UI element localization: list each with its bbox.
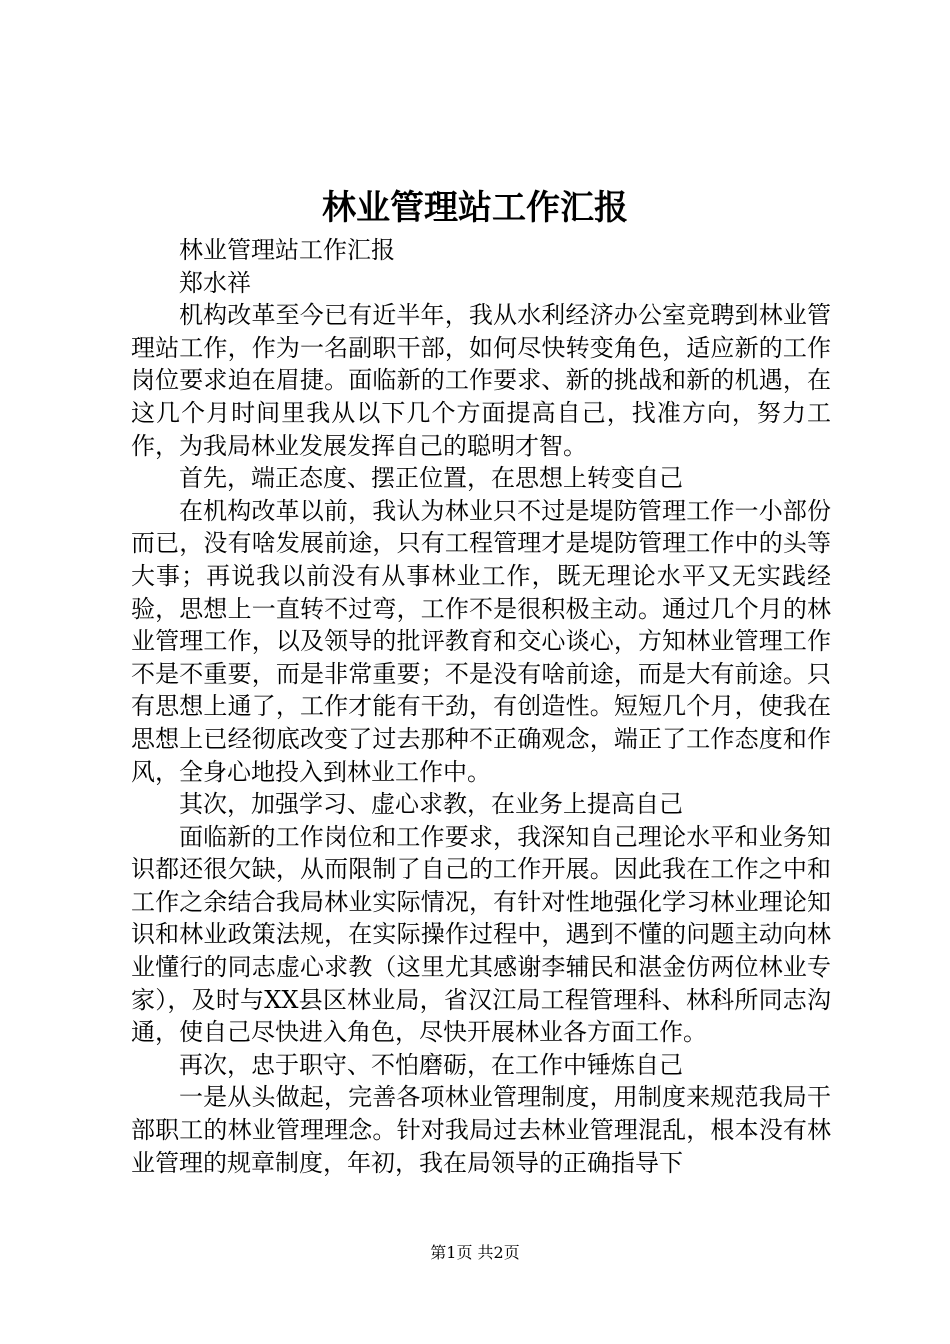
paragraph-intro: 机构改革至今已有近半年，我从水利经济办公室竞聘到林业管理站工作，作为一名副职干部，如何尽快转变角色，适应新的工作岗位要求迫在眉捷。面临新的工作要求、新的挑战和新的机遇，在这几个月时间里我从以下几个方面提高自己，找准方向，努力工作，为我局林业发展发挥自己的聪明才智。 (131, 301, 831, 460)
paragraph-section-1-body: 在机构改革以前，我认为林业只不过是堤防管理工作一小部份而已，没有啥发展前途，只有工程管理才是堤防管理工作中的头等大事；再说我以前没有从事林业工作，既无理论水平又无实践经验，思想上一直转不过弯，工作不是很积极主动。通过几个月的林业管理工作，以及领导的批评教育和交心谈心，方知林业管理工作不是不重要，而是非常重要；不是没有啥前途，而是大有前途。只有思想上通了，工作才能有干劲，有创造性。短短几个月，使我在思想上已经彻底改变了过去那种不正确观念，端正了工作态度和作风，全身心地投入到林业工作中。 (131, 496, 831, 786)
paragraph-section-3-body: 一是从头做起，完善各项林业管理制度，用制度来规范我局干部职工的林业管理理念。针对我局过去林业管理混乱，根本没有林业管理的规章制度，年初，我在局领导的正确指导下 (131, 1083, 831, 1177)
page-footer: 第1页 共2页 (430, 1243, 520, 1262)
document-title: 林业管理站工作汇报 (322, 188, 628, 228)
paragraph-section-3-heading: 再次，忠于职守、不怕磨砺，在工作中锤炼自己 (179, 1050, 683, 1079)
paragraph-section-2-heading: 其次，加强学习、虚心求教，在业务上提高自己 (179, 790, 683, 819)
paragraph-author: 郑水祥 (179, 268, 251, 297)
document-body (131, 234, 831, 1179)
paragraph-heading-repeat: 林业管理站工作汇报 (179, 236, 395, 264)
paragraph-section-1-heading: 首先，端正态度、摆正位置，在思想上转变自己 (179, 464, 683, 493)
paragraph-section-2-body: 面临新的工作岗位和工作要求，我深知自己理论水平和业务知识都还很欠缺，从而限制了自己的工作开展。因此我在工作之中和工作之余结合我局林业实际情况，有针对性地强化学习林业理论知识和林业政策法规，在实际操作过程中，遇到不懂的问题主动向林业懂行的同志虚心求教（这里尤其感谢李辅民和湛金仿两位林业专家），及时与XX县区林业局，省汉江局工程管理科、林科所同志沟通，使自己尽快进入角色，尽快开展林业各方面工作。 (131, 822, 831, 1047)
